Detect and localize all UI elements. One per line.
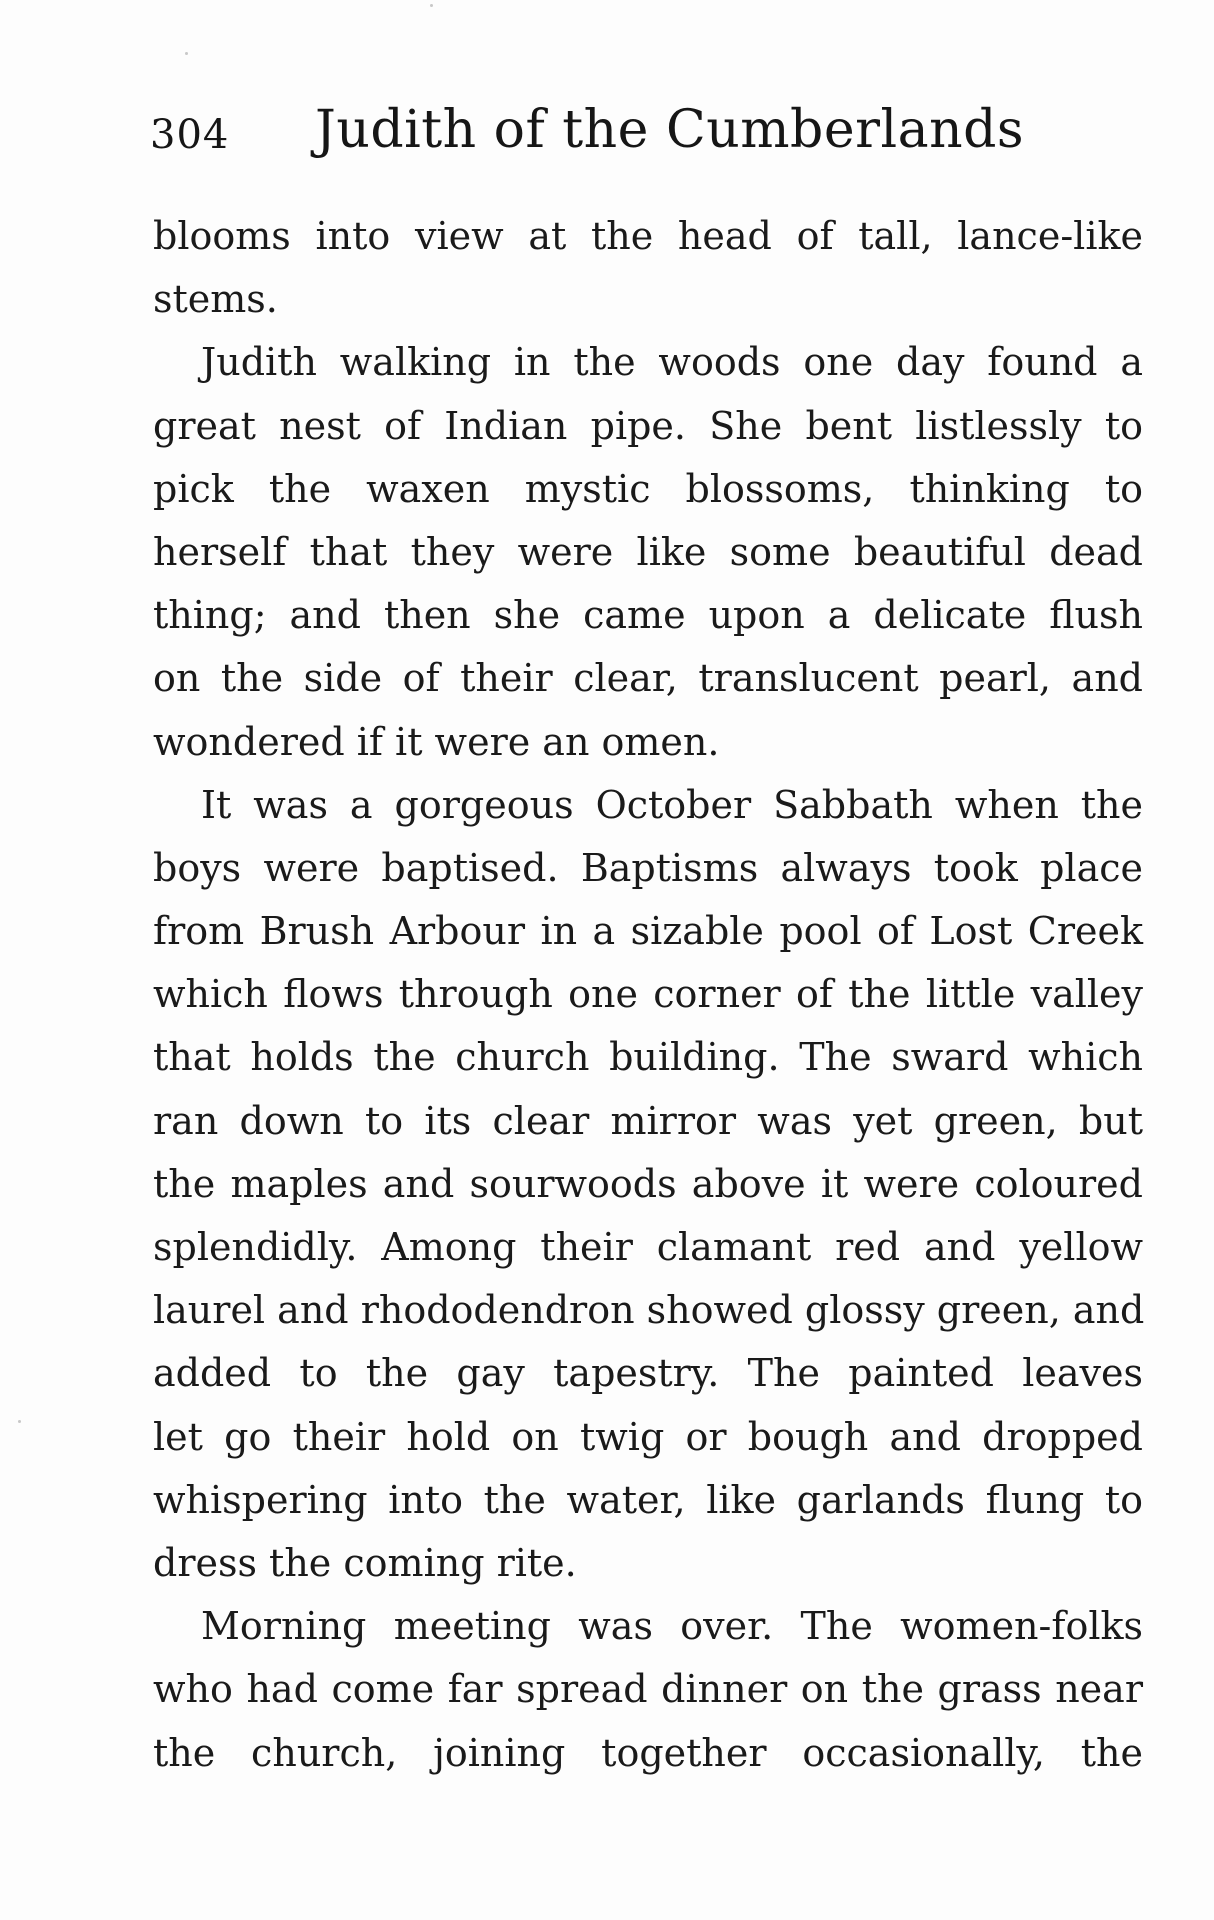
text-line: from Brush Arbour in a sizable pool of Lost Creek <box>153 909 1143 954</box>
text-line: that holds the church building. The sward which <box>153 1035 1143 1080</box>
text-line: herself that they were like some beautiful dead <box>153 529 1143 574</box>
paragraph <box>153 205 1143 331</box>
text-line: laurel and rhododendron showed glossy green, and <box>153 1288 1145 1333</box>
text-line: pick the waxen mystic blossoms, thinking to <box>153 466 1143 511</box>
scan-speck <box>185 52 188 55</box>
text-line: ran down to its clear mirror was yet green, but <box>153 1098 1143 1143</box>
text-line: who had come far spread dinner on the grass near <box>153 1667 1143 1712</box>
text-line: blooms into view at the head of tall, lance-like <box>153 214 1143 258</box>
text-line: added to the gay tapestry. The painted leaves <box>153 1351 1143 1396</box>
text-line: dress the coming rite. <box>153 1540 577 1585</box>
page-number: 304 <box>150 112 230 158</box>
book-title: Judith of the Cumberlands <box>315 100 1025 160</box>
running-head <box>150 100 1150 170</box>
text-line: great nest of Indian pipe. She bent listlessly to <box>153 403 1143 448</box>
scan-speck <box>430 4 433 7</box>
text-line: boys were baptised. Baptisms always took place <box>153 845 1143 890</box>
text-line: Judith walking in the woods one day found a <box>201 340 1143 385</box>
text-line: the maples and sourwoods above it were coloured <box>153 1161 1143 1206</box>
text-line: Morning meeting was over. The women-folks <box>201 1604 1143 1649</box>
text-line: wondered if it were an omen. <box>153 719 720 764</box>
scan-speck <box>18 1420 21 1423</box>
paragraph <box>153 1595 1143 1785</box>
text-line: splendidly. Among their clamant red and yellow <box>153 1225 1143 1269</box>
text-line: It was a gorgeous October Sabbath when the <box>201 782 1143 827</box>
paragraph <box>153 331 1143 773</box>
text-line: thing; and then she came upon a delicate flush <box>153 593 1143 638</box>
text-line: whispering into the water, like garlands flung to <box>153 1477 1143 1522</box>
text-line: which flows through one corner of the little valley <box>153 972 1143 1017</box>
body-text <box>153 205 1143 1785</box>
text-line: stems. <box>153 277 278 322</box>
text-line: let go their hold on twig or bough and dropped <box>153 1414 1143 1459</box>
text-line: on the side of their clear, translucent pearl, and <box>153 656 1143 701</box>
text-line: the church, joining together occasionally, the <box>153 1730 1143 1775</box>
paragraph <box>153 774 1143 1595</box>
